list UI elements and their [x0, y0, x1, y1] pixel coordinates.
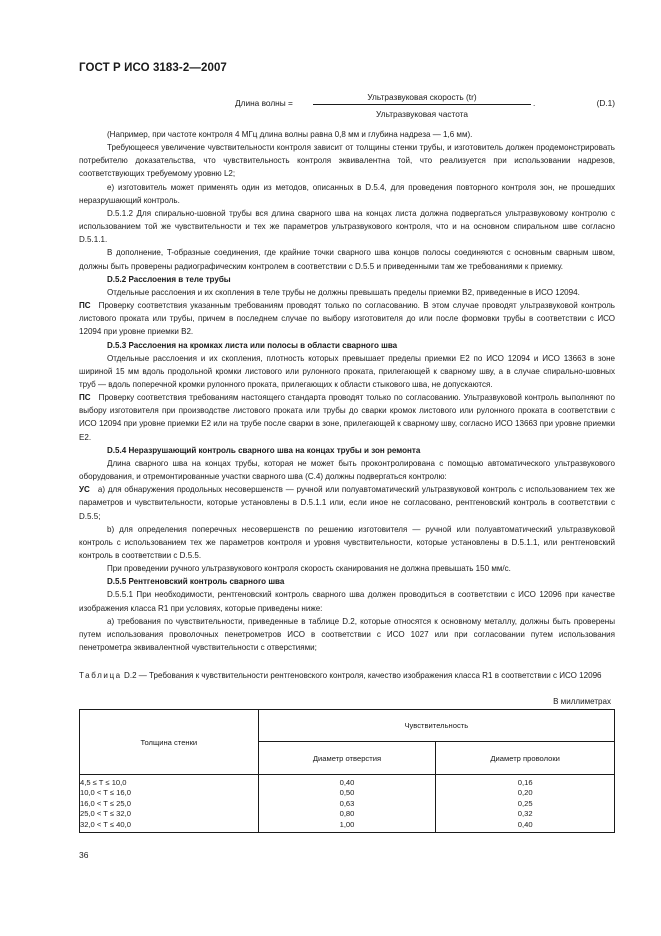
section-heading: D.5.4 Неразрушающий контроль сварного шва на концах трубы и зон ремонта [107, 445, 421, 455]
header-thickness: Толщина стенки [80, 710, 259, 775]
paragraph: Требующееся увеличение чувствительности контроля зависит от толщины стенки трубы, и изготовитель должен продемонстрировать потребителю доказательства, что чувствительность контроля эквивалентна той, что реализуется при использовании надрезов, соответствующих требуемому уровню L2; [79, 143, 615, 179]
paragraph: e) изготовитель может применять один из методов, описанных в D.5.4, для проведения повторного контроля зон, не прошедших неразрушающий контроль. [79, 182, 615, 205]
paragraph-text: a) для обнаружения продольных несовершенств — ручной или полуавтоматический ультразвуковой контроль с использованием тех же параметров и чувствительности, которые установлены в D.5.1.1 или, если иное не согласовано, рентгеновский контроль в соответствии с D.5.5; [79, 485, 615, 521]
header-wire-diameter: Диаметр проволоки [436, 742, 615, 775]
table-cell: 0,20 [517, 788, 533, 798]
formula-d1 [79, 92, 615, 122]
hole-diameter-values [258, 775, 436, 833]
paragraph: При проведении ручного ультразвукового контроля скорость сканирования не должна превышать 150 мм/с. [107, 564, 511, 574]
table-cell: 10,0 < T ≤ 16,0 [80, 788, 131, 798]
labeled-paragraph [79, 391, 615, 444]
paragraph: D.5.1.2 Для спирально-шовной трубы вся длина сварного шва на концах листа должна подвергаться ультразвуковому контролю с использованием той же чувствительности и тех же параметров ультразвукового контроля, что и на основном спиральном шве согласно D.5.1.1. [79, 208, 615, 245]
table-caption-text: D.2 — Требования к чувствительности рентгеновского контроля, качество изображения класса R1 в соответствии с ИСО 12096 [124, 671, 602, 680]
header-sensitivity: Чувствительность [258, 710, 614, 742]
table-cell: 0,16 [517, 778, 533, 787]
table-cell: 4,5 ≤ T ≤ 10,0 [80, 778, 127, 787]
section-heading: D.5.2 Расслоения в теле трубы [107, 274, 231, 284]
section-heading: D.5.3 Расслоения на кромках листа или полосы в области сварного шва [107, 340, 398, 350]
paragraph: D.5.5.1 При необходимости, рентгеновский контроль сварного шва должен проводиться в соответствии с ИСО 12096 при качестве изображения класса R1 при условиях, которые приведены ниже: [79, 590, 615, 613]
table-cell: 0,63 [339, 798, 355, 808]
paragraph-text: Проверку соответствия требованиям настоящего стандарта проводят только по согласованию. Ультразвуковой контроль выполняют по выбору изготовителя при производстве листового проката или трубы до сварки кромок листового или рулонного проката в соответствии с ИСО 12094 при уровне приемки E2 или на трубе после сварки в зоне, прилегающей к сварному шву, согласно ИСО 13663 при уровне приемки E2. [79, 393, 615, 442]
table-cell: 0,40 [517, 819, 533, 829]
paragraph: a) требования по чувствительности, приведенные в таблице D.2, которые относятся к основному металлу, должны быть проверены путем использования проволочных пенетрометров ИСО в соответствии с ИСО 1027 или при согласовании путем использования пенетрометра эквивалентной чувствительности с отверстиями; [79, 616, 615, 653]
paragraph-label: ПС [79, 393, 91, 403]
paragraph: Отдельные расслоения и их скопления в теле трубы не должны превышать пределы приемки B2, приведенные в ИСО 12094. [107, 287, 580, 297]
table-cell: 0,32 [517, 809, 533, 819]
formula-lhs: Длина волны = [235, 98, 293, 108]
table-cell: 32,0 < T ≤ 40,0 [80, 819, 131, 829]
wire-diameter-values [436, 775, 615, 833]
formula-number: (D.1) [596, 98, 615, 108]
labeled-paragraph [79, 299, 615, 338]
thickness-values [80, 775, 259, 833]
sensitivity-table [79, 709, 615, 833]
body-text [79, 128, 615, 654]
table-cell: 0,40 [339, 778, 355, 787]
paragraph-label: УС [79, 485, 90, 495]
paragraph: Длина сварного шва на концах трубы, которая не может быть проконтролирована с помощью автоматического ультразвукового оборудования, и отремонтированные участки сварного шва (C.4) должны подвергаться контролю: [79, 458, 615, 482]
table-cell: 1,00 [339, 819, 355, 829]
table-cell: 0,80 [339, 809, 355, 819]
paragraph: (Например, при частоте контроля 4 МГц длина волны равна 0,8 мм и глубина надреза — 1,6 мм). [107, 130, 473, 139]
paragraph: В дополнение, T-образные соединения, где крайние точки сварного шва концов полосы соединяются с основным сварным швом, должны быть проверены радиографическим контролем в соответствии с D.5.5 и приведенными там же требованиями к приемку. [79, 248, 615, 271]
table-cell: 16,0 < T ≤ 25,0 [80, 798, 131, 808]
table-cell: 0,50 [339, 788, 355, 798]
paragraph: b) для определения поперечных несовершенств по решению изготовителя — ручной или полуавтоматический ультразвуковой контроль с использованием тех же параметров контроля и уровня чувствительности, которые установлены в D.5.1.1, или рентгеновский контроль в соответствии с D.5.5. [79, 524, 615, 560]
page-number: 36 [79, 850, 89, 860]
table-cell: 25,0 < T ≤ 32,0 [80, 809, 131, 819]
document-header: ГОСТ Р ИСО 3183-2—2007 [79, 62, 227, 74]
formula-dot: . [533, 98, 536, 108]
paragraph-text: Проверку соответствия указанным требованиям проводят только по согласованию. В этом случае проводят ультразвуковой контроль листового проката или трубы, причем в последнем случае по выбору изготовителя до или после формовки трубы в соответствии с ИСО 12094 при уровне приемки B2. [79, 301, 615, 337]
paragraph-label: ПС [79, 301, 91, 311]
table-caption [79, 669, 615, 682]
labeled-paragraph [79, 483, 615, 522]
formula-denominator: Ультразвуковая частота [376, 109, 468, 119]
section-heading: D.5.5 Рентгеновский контроль сварного шва [107, 577, 285, 587]
table-cell: 0,25 [517, 798, 533, 808]
paragraph: Отдельные расслоения и их скопления, плотность которых превышает пределы приемки E2 по ИСО 12094 и ИСО 13663 в зоне шириной 15 мм вдоль продольной кромки листового или рулонного проката, прилегающей к сварному шву, а в случае спирально-шовных труб — вдоль поперечной кромки рулонного проката, прилегающих к области стыкового шва, не допускаются. [79, 353, 615, 389]
formula-fraction [313, 92, 531, 119]
header-hole-diameter: Диаметр отверстия [258, 742, 436, 775]
table-caption-prefix: Таблица [79, 671, 122, 680]
formula-numerator: Ультразвуковая скорость (tr) [313, 92, 531, 105]
table-units: В миллиметрах [553, 697, 611, 706]
